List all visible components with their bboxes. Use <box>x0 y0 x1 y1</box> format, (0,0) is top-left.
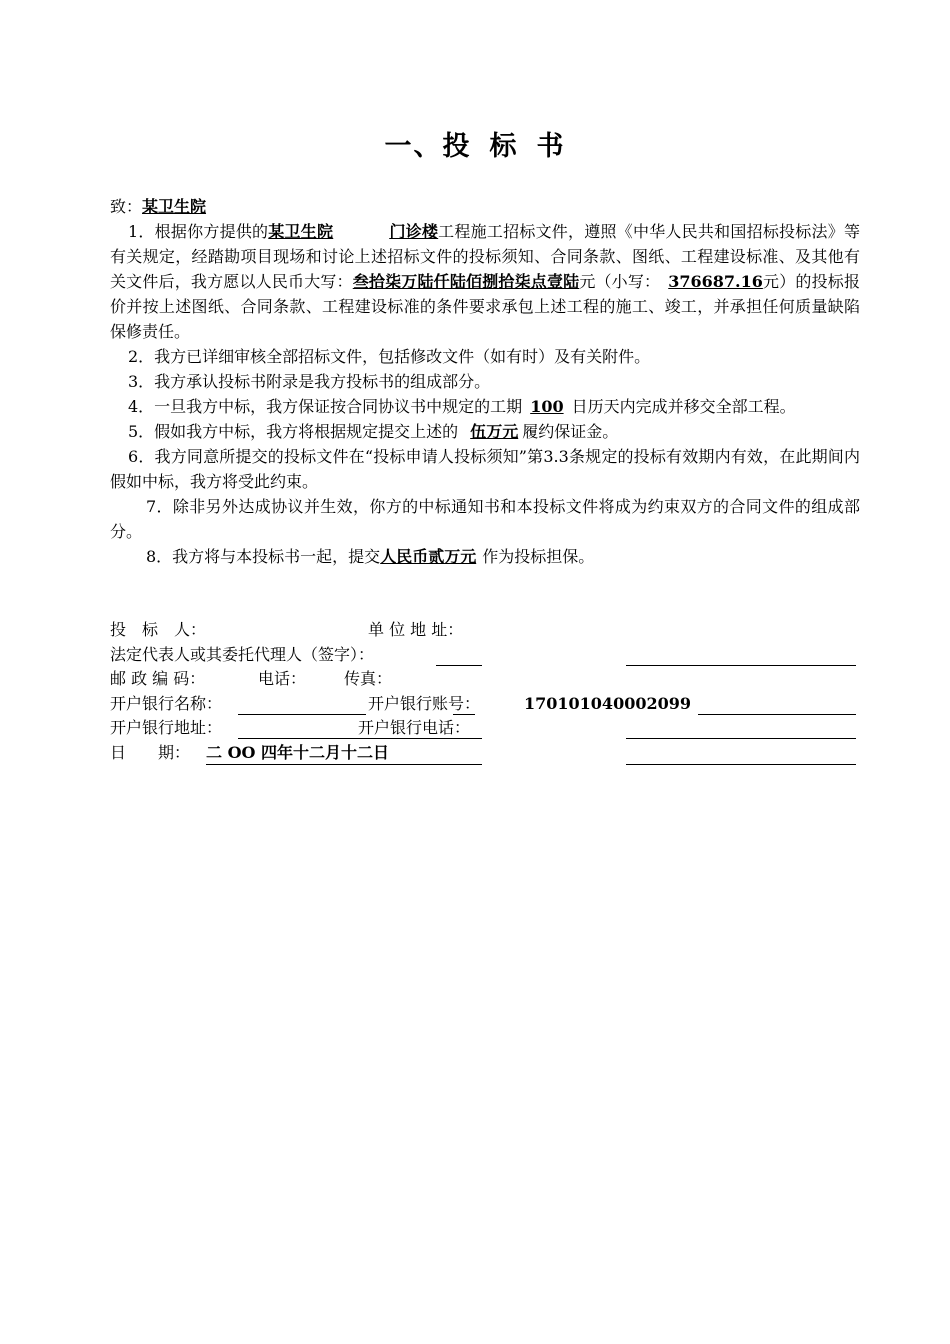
form-row-bidder <box>110 618 858 643</box>
bid-amount-number: 376687.16 <box>668 272 763 291</box>
legal-rep-label: 法定代表人或其委托代理人（签字）： <box>110 644 375 664</box>
bidder-label: 投 标 人： <box>110 620 207 639</box>
account-line[interactable] <box>453 714 475 715</box>
bank-name-label: 开户银行名称： <box>110 693 223 713</box>
bid-amount-words: 叁拾柒万陆仟陆佰捌拾柒点壹陆 <box>352 272 580 291</box>
clause-3: 3．我方承认投标书附录是我方投标书的组成部分。 <box>128 372 491 391</box>
clause-6: 6．我方同意所提交的投标文件在“投标申请人投标须知”第3.3条规定的投标有效期内有效，在此期间内假如中标，我方将受此约束。 <box>110 447 860 491</box>
account-label: 开户银行账号： <box>368 693 481 713</box>
clause-1: 1．根据你方提供的某卫生院 门诊楼工程施工招标文件，遵照《中华人民共和国招标投标法》等有关规定，经踏勘项目现场和讨论上述招标文件的投标须知、合同条款、图纸、工程建设标准、及其他有关文件后，我方愿以人民币大写：叁拾柒万陆仟陆佰捌拾柒点壹陆元（小写： 376687.16元）的投标报价并按上述图纸、合同条款、工程建设标准的条件要求承包上述工程的施工、竣工，并承担任何质量缺陷保修责任。 <box>110 222 860 341</box>
postcode-label: 邮 政 编 码： <box>110 669 206 688</box>
title-part: 书 <box>536 131 566 162</box>
bank-phone-line[interactable] <box>626 738 856 739</box>
construction-days: 100 <box>530 397 564 416</box>
legal-rep-signature-line[interactable] <box>436 665 482 666</box>
to-label: 致： <box>110 197 143 216</box>
account-line-2[interactable] <box>698 714 856 715</box>
phone-label: 电话： <box>258 669 307 688</box>
clause-2: 2．我方已详细审核全部招标文件，包括修改文件（如有时）及有关附件。 <box>128 347 651 366</box>
performance-bond: 伍万元 <box>470 422 519 441</box>
title-part: 一、投 <box>384 131 472 162</box>
form-row-date <box>110 741 858 766</box>
clause-8: 8．我方将与本投标书一起，提交人民币贰万元 作为投标担保。 <box>146 547 595 566</box>
form-row-legal-rep <box>110 643 858 668</box>
project-owner: 某卫生院 门诊楼 <box>268 222 439 241</box>
date-label: 日 期： <box>110 742 191 762</box>
bank-name-line[interactable] <box>238 714 366 715</box>
legal-rep-signature-line-2[interactable] <box>626 665 650 666</box>
date-line[interactable] <box>206 764 482 765</box>
recipient-name: 某卫生院 <box>142 197 207 216</box>
document-title <box>0 124 950 163</box>
letter-body <box>110 194 860 569</box>
bank-phone-label: 开户银行电话： <box>358 718 471 737</box>
clause-5: 5．假如我方中标，我方将根据规定提交上述的 伍万元 履约保证金。 <box>128 422 619 441</box>
address-label: 单 位 地 址： <box>368 620 464 639</box>
date-value: 二 OO 四年十二月十二日 <box>206 742 390 762</box>
bid-bond: 人民币贰万元 <box>380 547 477 566</box>
address-line-1[interactable] <box>650 665 856 666</box>
form-row-bank <box>110 692 858 717</box>
clause-4: 4．一旦我方中标，我方保证按合同协议书中规定的工期 100 日历天内完成并移交全部工程。 <box>128 397 796 416</box>
title-part: 标 <box>489 131 519 162</box>
bank-address-label: 开户银行地址： <box>110 718 223 737</box>
form-row-postcode <box>110 667 858 692</box>
signature-form <box>110 618 858 765</box>
addressee-line <box>110 194 860 219</box>
form-row-bank-address <box>110 716 858 741</box>
clause-7: 7．除非另外达成协议并生效，你方的中标通知书和本投标文件将成为约束双方的合同文件的组成部分。 <box>110 497 860 541</box>
date-line-2[interactable] <box>626 764 856 765</box>
fax-label: 传真： <box>344 669 393 688</box>
account-number: 170101040002099 <box>524 693 691 713</box>
